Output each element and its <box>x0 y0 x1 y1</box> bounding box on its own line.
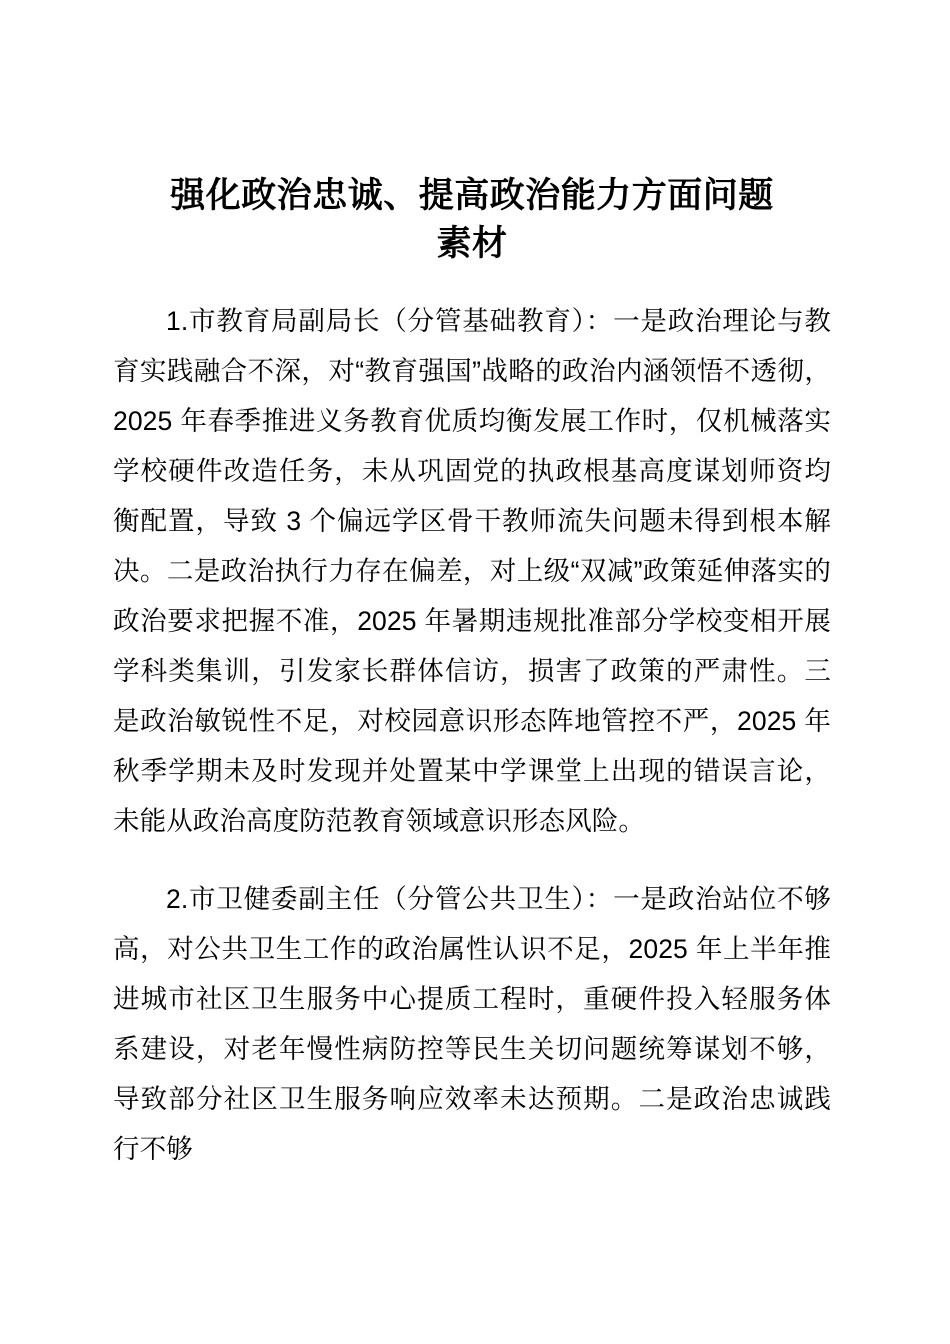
document-content <box>113 0 831 1174</box>
page-title: 强化政治忠诚、提高政治能力方面问题 素材 <box>170 176 774 263</box>
paragraph-2: 2.市卫健委副主任（分管公共卫生）：一是政治站位不够高，对公共卫生工作的政治属性认识不足，2025 年上半年推进城市社区卫生服务中心提质工程时，重硬件投入轻服务体系建设，对老年慢性病防控等民生关切问题统筹谋划不够，导致部分社区卫生服务响应效率未达预期。二是政治忠诚践行不够 <box>113 884 831 1164</box>
paragraph-1: 1.市教育局副局长（分管基础教育）：一是政治理论与教育实践融合不深，对“教育强国”战略的政治内涵领悟不透彻，2025 年春季推进义务教育优质均衡发展工作时，仅机械落实学校硬件改造任务，未从巩固党的执政根基高度谋划师资均衡配置，导致 3 个偏远学区骨干教师流失问题未得到根本解决。二是政治执行力存在偏差，对上级“双减”政策延伸落实的政治要求把握不准，2025 年暑期违规批准部分学校变相开展学科类集训，引发家长群体信访，损害了政策的严肃性。三是政治敏锐性不足，对校园意识形态阵地管控不严，2025 年秋季学期未及时发现并处置某中学课堂上出现的错误言论，未能从政治高度防范教育领域意识形态风险。 <box>113 306 831 836</box>
